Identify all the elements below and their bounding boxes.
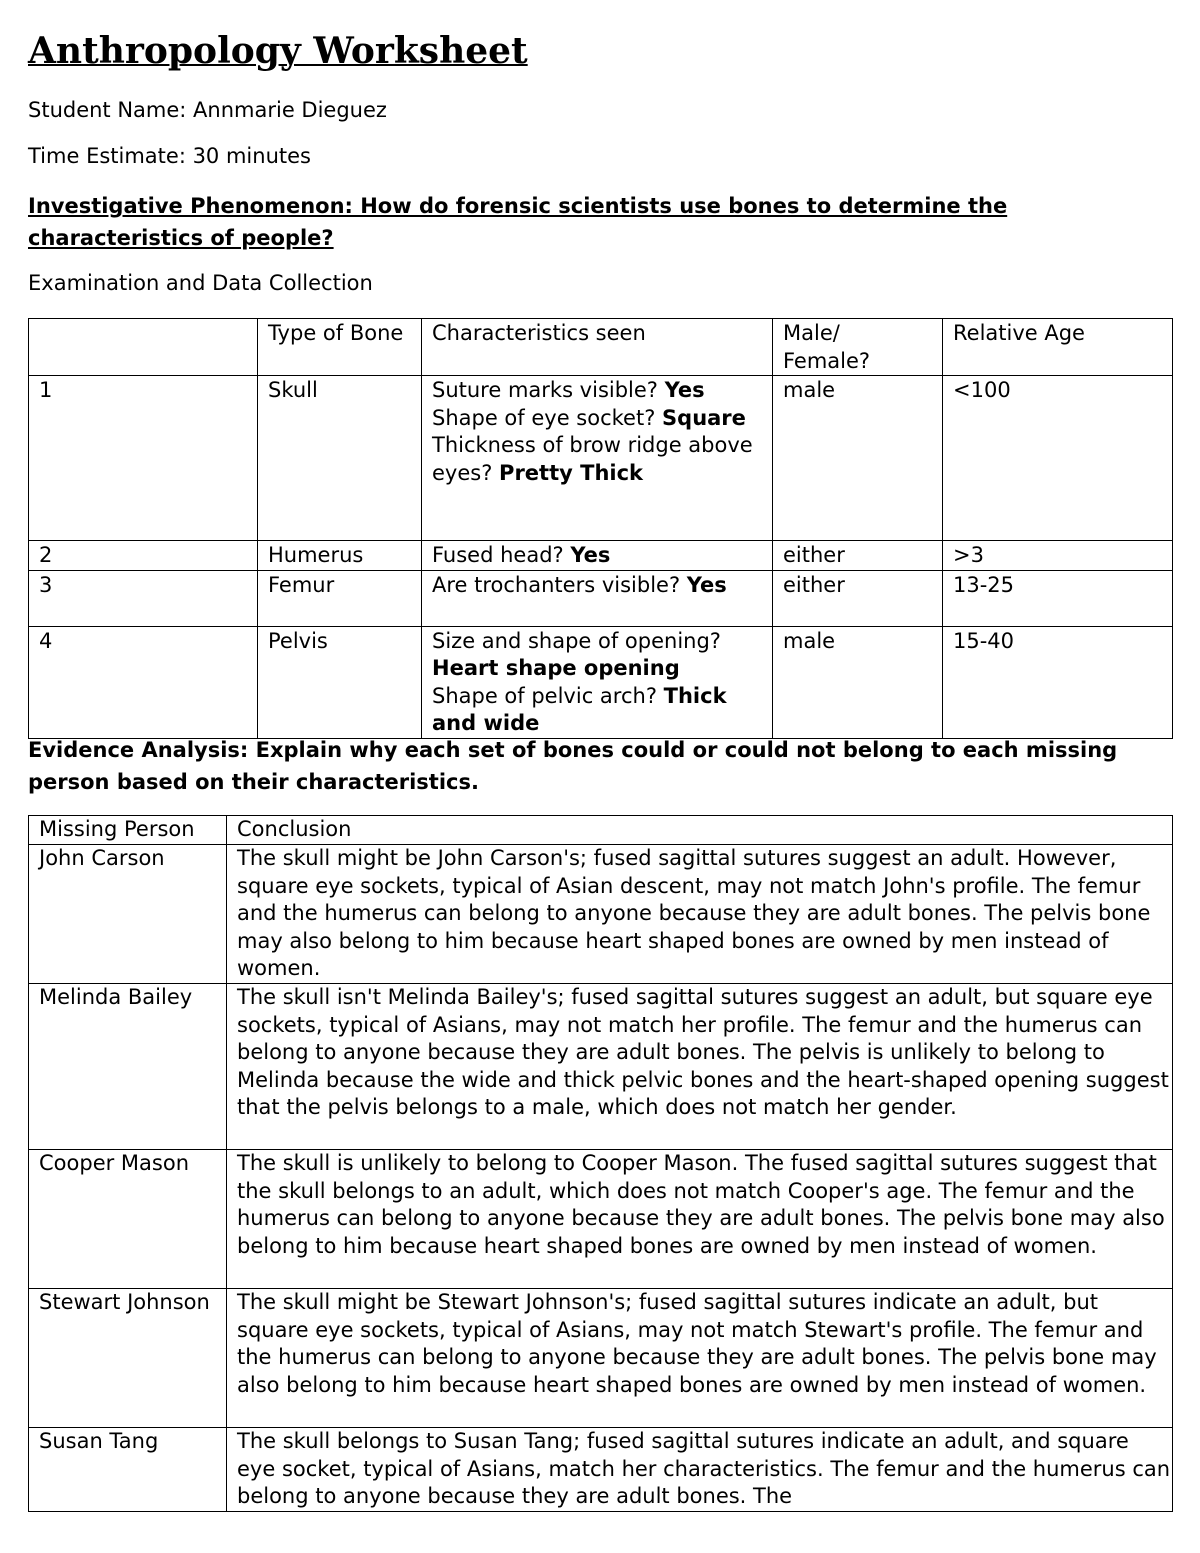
- row-number: 3: [29, 570, 258, 626]
- conclusion: The skull is unlikely to belong to Cooper Mason. The fused sagittal sutures suggest that the skull belongs to an adult, which does not match Cooper's age. The femur and the humerus can belong to anyone because they are adult bones. The pelvis bone may also belong to him because heart shaped bones are owned by men instead of women.: [227, 1150, 1173, 1289]
- conclusion: The skull might be John Carson's; fused sagittal sutures suggest an adult. However, square eye sockets, typical of Asian descent, may not match John's profile. The femur and the humerus can belong to anyone because they are adult bones. The pelvis bone may also belong to him because heart shaped bones are owned by men instead of women.: [227, 845, 1173, 984]
- table-row: [29, 376, 1173, 541]
- student-name: Student Name: Annmarie Dieguez: [28, 98, 387, 122]
- row-number: 4: [29, 626, 258, 738]
- evidence-heading: Evidence Analysis: Explain why each set of bones could or could not belong to each missing person based on their characteristics.: [28, 738, 1118, 794]
- bone-type: Humerus: [258, 541, 422, 571]
- table-row: [29, 1428, 1173, 1512]
- characteristics-cell: [422, 626, 773, 738]
- sex-cell: male: [773, 376, 943, 541]
- page-title: Anthropology Worksheet: [28, 30, 528, 72]
- table-row: [29, 1289, 1173, 1428]
- table-row: [29, 984, 1173, 1150]
- age-cell: >3: [943, 541, 1173, 571]
- age-cell: 15-40: [943, 626, 1173, 738]
- age-cell: 13-25: [943, 570, 1173, 626]
- question: Shape of pelvic arch?: [432, 683, 657, 708]
- table-row: [29, 570, 1173, 626]
- row-number: 1: [29, 376, 258, 541]
- conclusion: The skull belongs to Susan Tang; fused sagittal sutures indicate an adult, and square eye socket, typical of Asians, match her characteristics. The femur and the humerus can belong to anyone because they are adult bones. The: [227, 1428, 1173, 1512]
- question: Shape of eye socket?: [432, 405, 656, 430]
- sex-cell: either: [773, 570, 943, 626]
- answer: Pretty Thick: [499, 460, 644, 485]
- characteristics-cell: [422, 376, 773, 541]
- examination-table: [28, 318, 1173, 739]
- sex-cell: either: [773, 541, 943, 571]
- missing-person: Susan Tang: [29, 1428, 227, 1512]
- table-row: [29, 626, 1173, 738]
- header-cell: [29, 319, 258, 376]
- answer: Heart shape opening: [432, 656, 680, 680]
- question: Fused head?: [432, 543, 564, 567]
- question: Size and shape of opening?: [432, 628, 721, 653]
- missing-person: John Carson: [29, 845, 227, 984]
- answer: Thick and wide: [432, 683, 727, 735]
- missing-person: Cooper Mason: [29, 1150, 227, 1289]
- header-cell: Conclusion: [227, 816, 1173, 845]
- table-header-row: [29, 816, 1173, 845]
- header-cell: Missing Person: [29, 816, 227, 845]
- characteristics-cell: [422, 570, 773, 626]
- table-row: [29, 541, 1173, 571]
- bone-type: Femur: [258, 570, 422, 626]
- header-cell: Type of Bone: [258, 319, 422, 376]
- characteristics-cell: [422, 541, 773, 571]
- sex-cell: male: [773, 626, 943, 738]
- missing-person: Melinda Bailey: [29, 984, 227, 1150]
- table-row: [29, 845, 1173, 984]
- age-cell: <100: [943, 376, 1173, 541]
- header-cell: Male/ Female?: [773, 319, 943, 376]
- investigative-phenomenon: Investigative Phenomenon: How do forensic scientists use bones to determine the characteristics of people?: [28, 194, 1008, 250]
- evidence-table: [28, 815, 1173, 1512]
- table-row: [29, 1150, 1173, 1289]
- section-title: Examination and Data Collection: [28, 271, 373, 295]
- bone-type: Pelvis: [258, 626, 422, 738]
- header-cell: Characteristics seen: [422, 319, 773, 376]
- conclusion: The skull might be Stewart Johnson's; fused sagittal sutures indicate an adult, but square eye sockets, typical of Asians, may not match Stewart's profile. The femur and the humerus can belong to anyone because they are adult bones. The pelvis bone may also belong to him because heart shaped bones are owned by men instead of women.: [227, 1289, 1173, 1428]
- header-cell: Relative Age: [943, 319, 1173, 376]
- answer: Yes: [686, 572, 727, 597]
- question: Thickness of brow ridge above eyes?: [432, 433, 753, 485]
- answer: Square: [662, 405, 746, 430]
- conclusion: The skull isn't Melinda Bailey's; fused sagittal sutures suggest an adult, but square eye sockets, typical of Asians, may not match her profile. The femur and the humerus can belong to anyone because they are adult bones. The pelvis is unlikely to belong to Melinda because the wide and thick pelvic bones and the heart-shaped opening suggest that the pelvis belongs to a male, which does not match her gender.: [227, 984, 1173, 1150]
- time-estimate: Time Estimate: 30 minutes: [28, 144, 311, 168]
- row-number: 2: [29, 541, 258, 571]
- question: Suture marks visible?: [432, 378, 658, 402]
- question: Are trochanters visible?: [432, 572, 681, 597]
- answer: Yes: [664, 378, 705, 402]
- table-header-row: [29, 319, 1173, 376]
- answer: Yes: [570, 543, 611, 567]
- missing-person: Stewart Johnson: [29, 1289, 227, 1428]
- bone-type: Skull: [258, 376, 422, 541]
